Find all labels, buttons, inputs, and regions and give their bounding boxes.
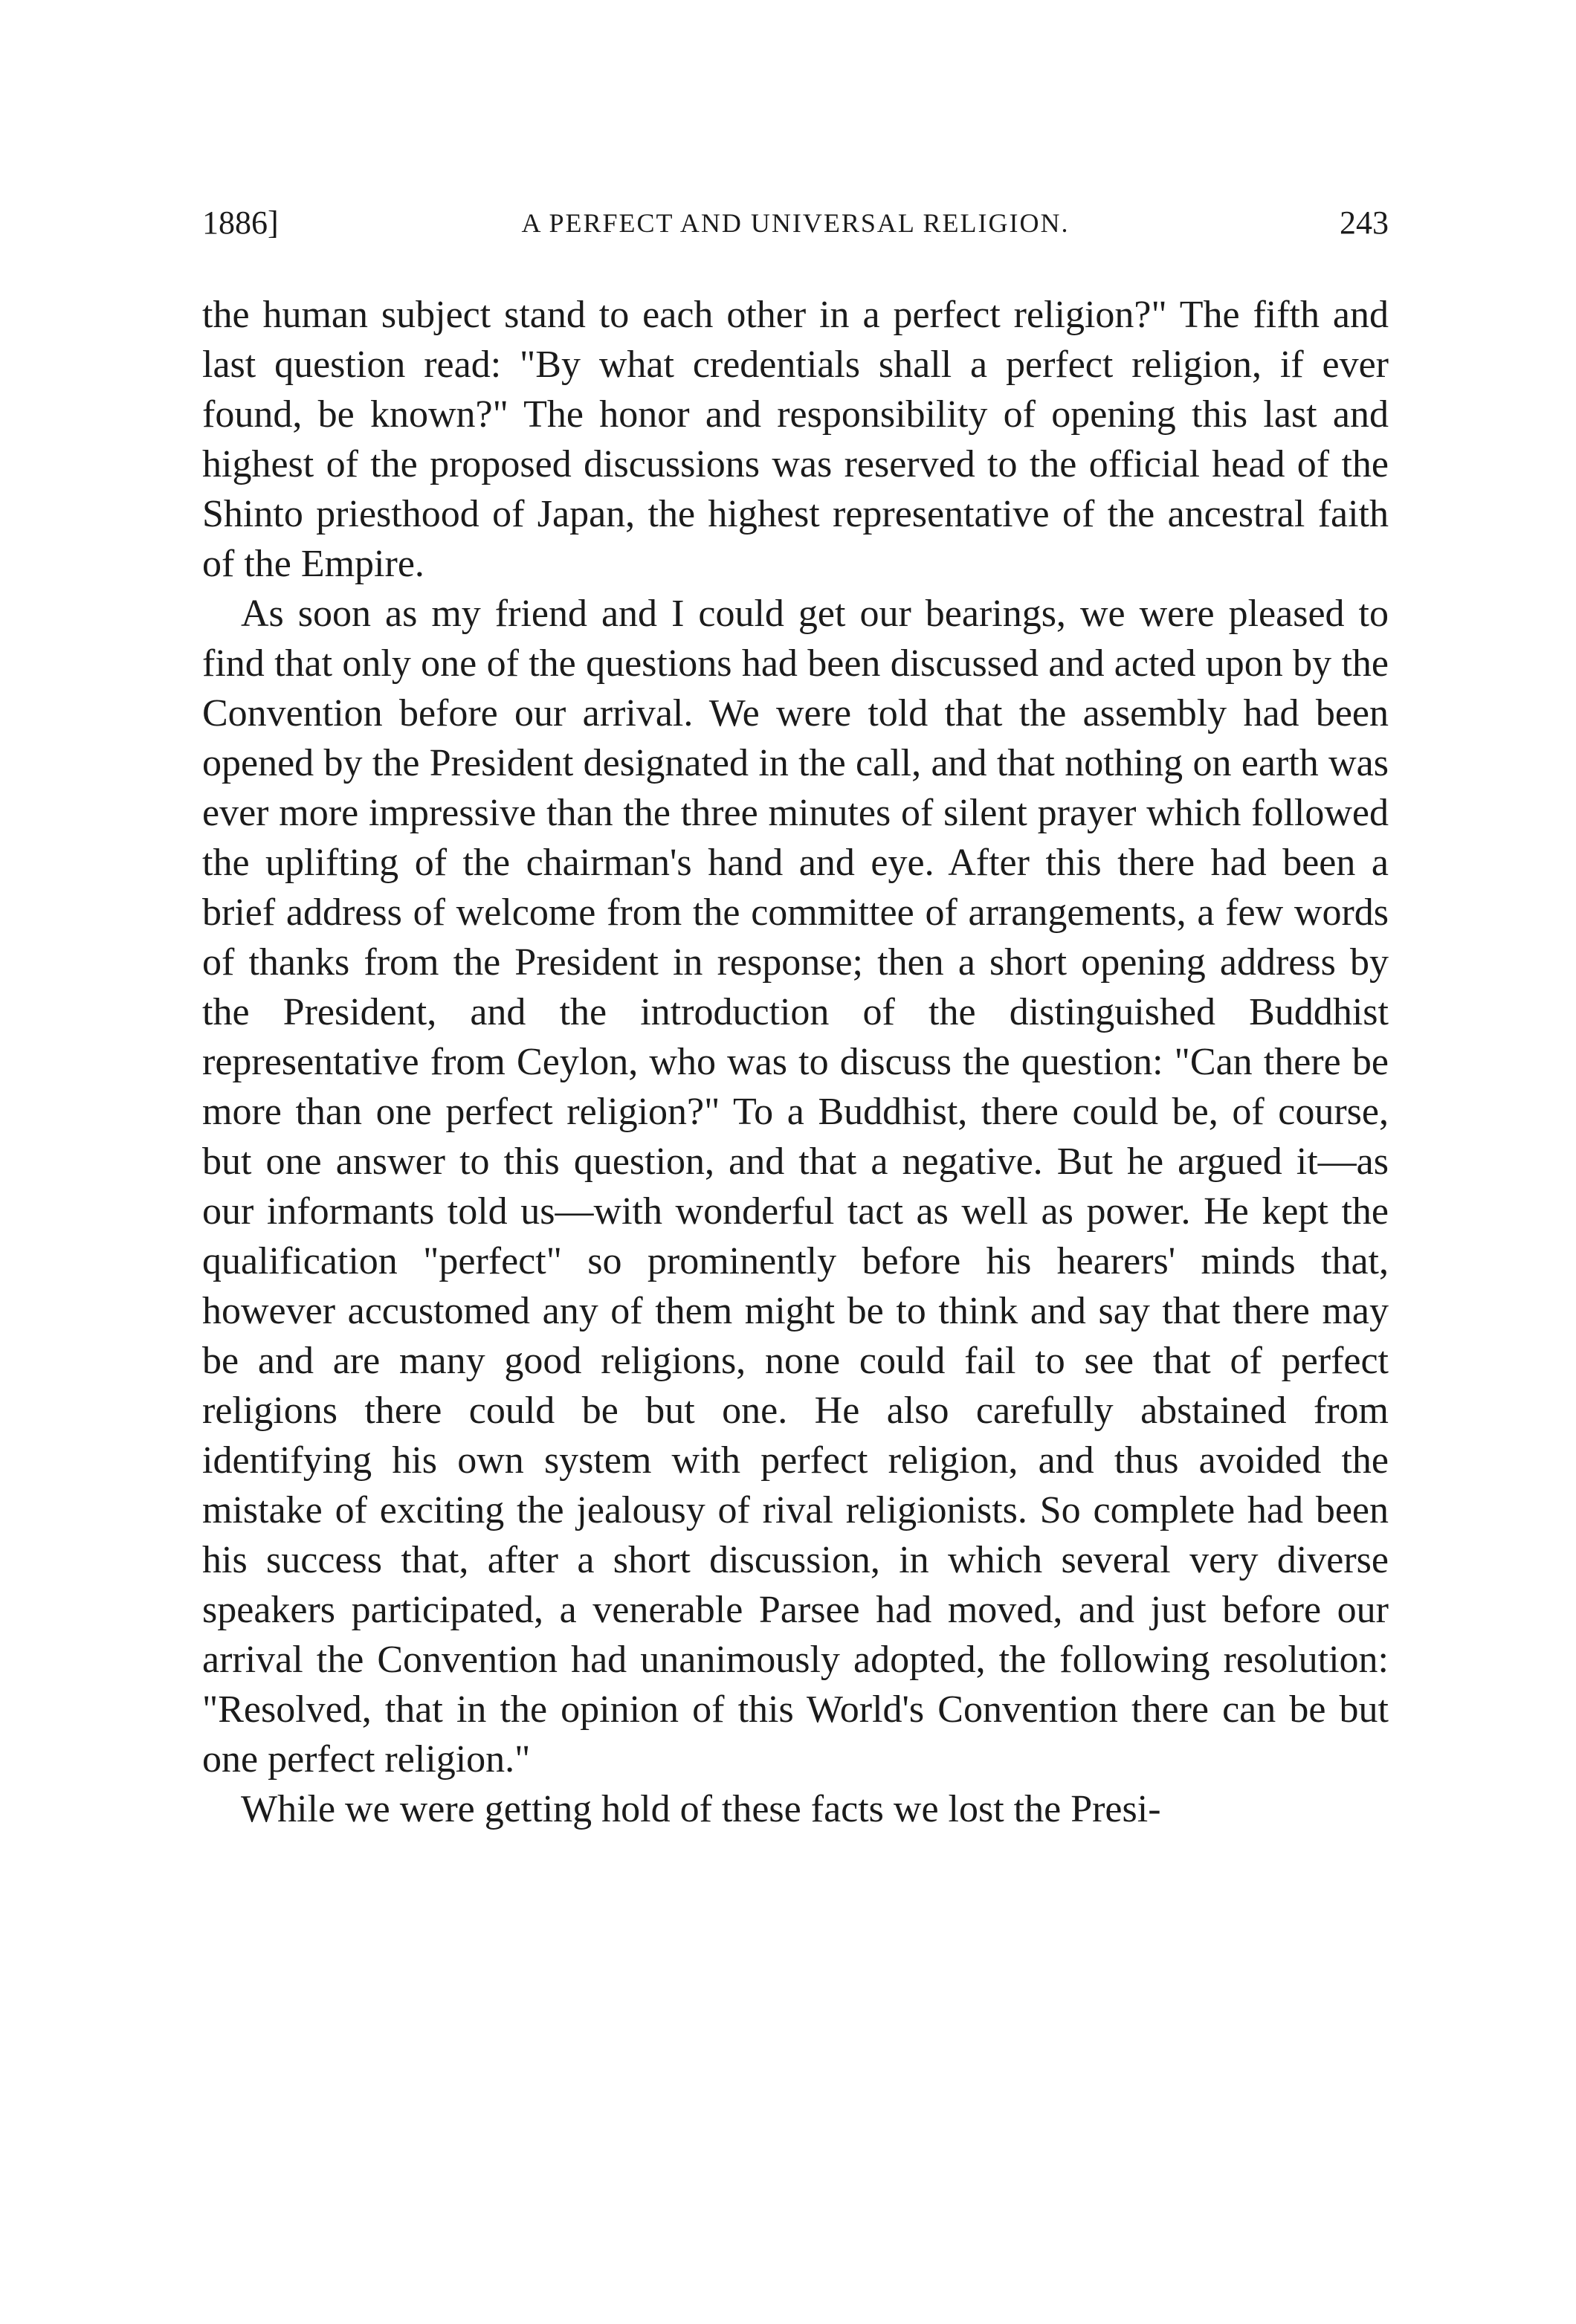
header-title: A PERFECT AND UNIVERSAL RELIGION. [521,208,1070,238]
paragraph-convention: As soon as my friend and I could get our bearings, we were pleased to find that only one of the questions had been discussed and acted upon by the Convention before our arrival. We were told that the assembly had been opened by the President designated in the call, and that nothing on earth was ever more impressive than the three minutes of silent prayer which followed the uplifting of the chairman's hand and eye. After this there had been a brief address of welcome from the committee of arrangements, a few words of thanks from the President in response; then a short opening address by the President, and the introduction of the distinguished Buddhist representative from Ceylon, who was to discuss the question: "Can there be more than one perfect religion?" To a Buddhist, there could be, of course, but one answer to this question, and that a negative. But he argued it—as our informants told us—with wonderful tact as well as power. He kept the qualification "perfect" so prominently before his hearers' minds that, however accustomed any of them might be to think and say that there may be and are many good religions, none could fail to see that of perfect religions there could be but one. He also carefully abstained from identifying his own system with perfect religion, and thus avoided the mistake of exciting the jealousy of rival religionists. So complete had been his success that, after a short discussion, in which several very diverse speakers participated, a venerable Parsee had moved, and just before our arrival the Convention had unanimously adopted, the following resolution: "Resolved, that in the opinion of this World's Convention there can be but one perfect religion." [202,593,1389,1781]
running-head [202,193,1389,253]
page-number: 243 [1340,204,1389,241]
body-text [202,290,1389,1834]
header-year: 1886] [202,204,279,241]
paragraph-final: While we were getting hold of these facts we lost the Presi- [241,1788,1161,1830]
paragraph-continued: the human subject stand to each other in a perfect religion?" The fifth and last question read: "By what credentials shall a perfect religion, if ever found, be known?" The honor and responsibility of opening this last and highest of the proposed discussions was reserved to the official head of the Shinto priesthood of Japan, the highest representative of the ancestral faith of the Empire. [202,294,1389,585]
